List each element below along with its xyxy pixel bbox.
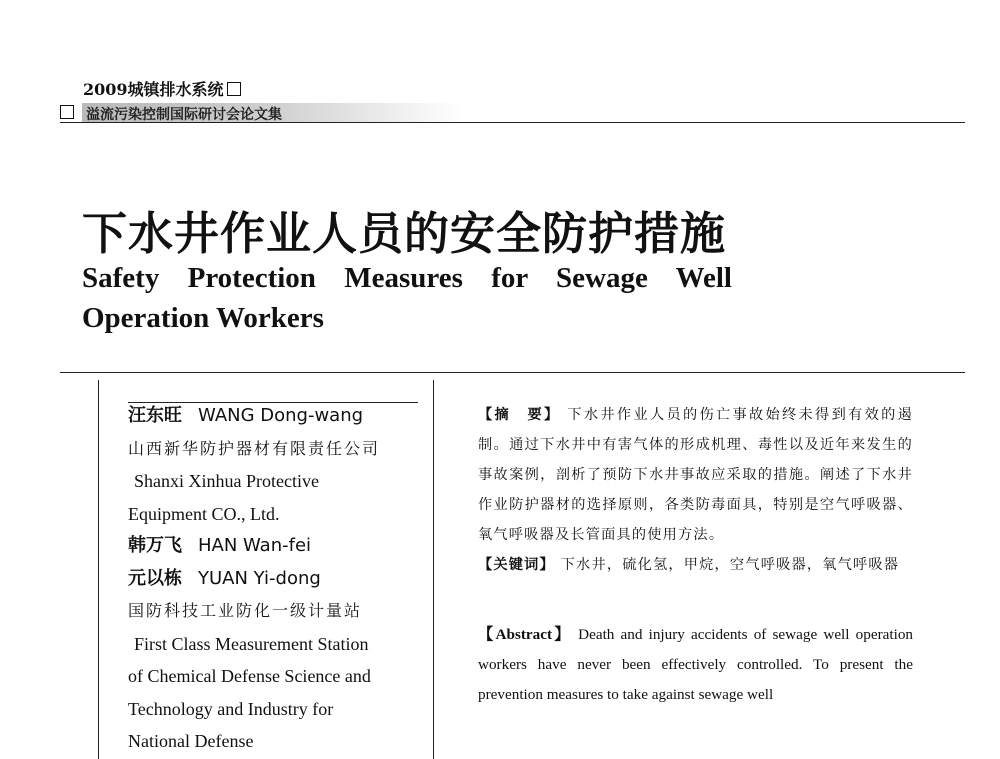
affiliation-1-cn: 山西新华防护器材有限责任公司 [128,438,381,458]
author-name-cn: 元以栋 [128,567,182,589]
affiliation-2-en-line3: Technology and Industry for [128,698,334,719]
square-bullet-icon [60,105,74,119]
affiliation-2-cn: 国防科技工业防化一级计量站 [128,601,363,620]
abstract-cn-text: 下水井作业人员的伤亡事故始终未得到有效的遏制。通过下水井中有害气体的形成机理、毒性以及近年来发生的事故案例，剖析了预防下水井事故应采取的措施。阐述了下水井作业防护器材的选择原则，各类防毒面具，特别是空气呼吸器、氧气呼吸器及长管面具的使用方法。 [478,407,913,543]
keywords-label: 【关键词】 [478,557,555,573]
header-rule [60,122,965,123]
author-name-en: WANG Dong-wang [198,405,364,426]
author-name-en: YUAN Yi-dong [198,567,321,589]
column-divider [433,380,434,759]
keywords-text: 下水井，硫化氢，甲烷，空气呼吸器，氧气呼吸器 [560,557,900,573]
abstract-cn [478,400,913,550]
abstract-en-text: Death and injury accidents of sewage well operation workers have never been effectively controlled. To present the prevention measures to take against sewage well [478,626,914,703]
proceedings-series-title [83,77,241,100]
author-1 [128,400,423,433]
author-name-en: HAN Wan-fei [198,535,312,556]
proceedings-name: 溢流污染控制国际研讨会论文集 [86,107,282,123]
abstract-cn-label: 【摘 要】 [478,407,561,423]
author-2 [128,530,423,563]
affiliation-1-en-line1: Shanxi Xinhua Protective [134,471,319,491]
keywords-cn [478,550,913,580]
abstract-en-label: 【Abstract】 [478,626,572,643]
paper-title-cn: 下水井作业人员的安全防护措施 [82,207,727,260]
affiliation-2-en-line2: of Chemical Defense Science and [128,666,371,686]
affiliation-1-en-line2: Equipment CO., Ltd. [128,503,280,524]
affiliation-2-en-line1: First Class Measurement Station [134,633,369,654]
author-name-cn: 汪东旺 [128,405,182,426]
left-column-rule [98,380,99,759]
abstract-en [478,620,913,710]
author-3 [128,563,423,596]
square-bullet-icon [227,82,241,96]
author-block [128,400,423,758]
section-rule [60,372,965,373]
series-title-text: 2009城镇排水系统 [83,80,224,99]
abstract-block [478,400,913,710]
affiliation-2-en-line4: National Defense [128,731,254,751]
author-name-cn: 韩万飞 [128,535,182,556]
paper-title-en: Safety Protection Measures for Sewage Well Operation Workers [82,262,732,334]
